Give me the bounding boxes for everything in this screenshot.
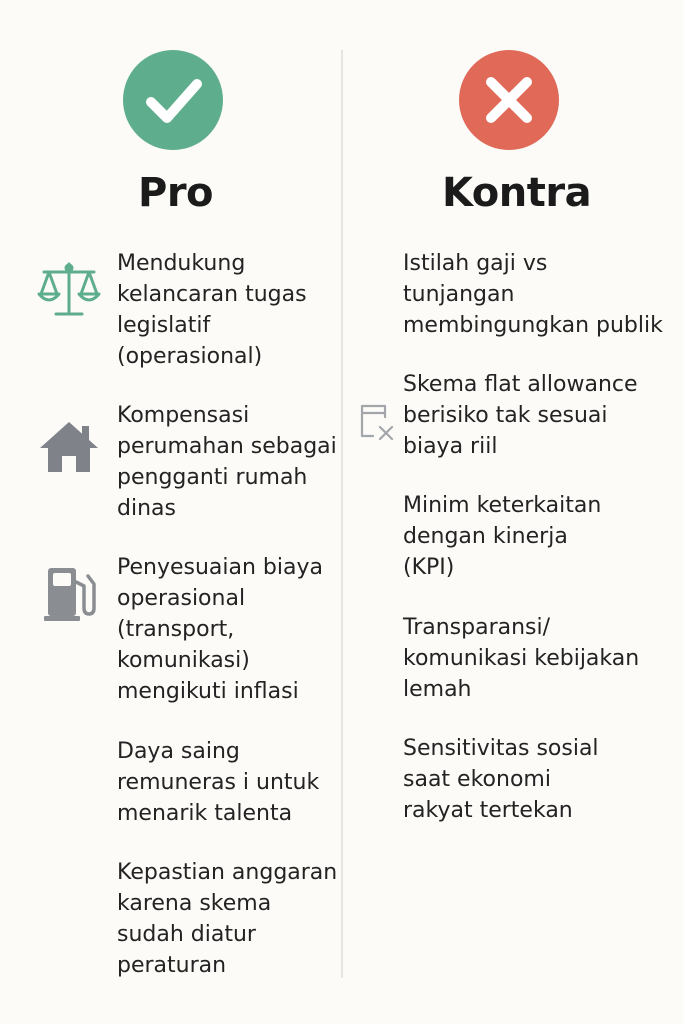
pro-item <box>0 857 341 987</box>
pro-item <box>0 736 341 836</box>
kontra-item <box>343 612 683 712</box>
pro-heading: Pro <box>138 170 214 216</box>
kontra-badge <box>459 50 559 150</box>
checkmark-icon <box>123 50 223 150</box>
pro-item <box>0 552 341 712</box>
kontra-item <box>343 733 683 833</box>
pro-item-text: Kompensasi perumahan sebagai pengganti rumah dinas <box>117 403 337 521</box>
pro-item-text: Penyesuaian biaya operasional (transport, komunikasi) mengikuti inflasi <box>117 555 323 704</box>
kontra-item <box>343 248 683 348</box>
house-icon <box>38 420 100 474</box>
kontra-item-text: Transparansi/ komunikasi kebijakan lemah <box>403 615 640 702</box>
kontra-item-text: Minim keterkaitan dengan kinerja (KPI) <box>403 493 602 580</box>
kontra-item-text: Sensitivitas sosial saat ekonomi rakyat tertekan <box>403 736 599 823</box>
pro-item <box>0 248 341 378</box>
x-mark-icon <box>459 50 559 150</box>
scales-icon <box>36 262 102 318</box>
pro-item-text: Kepastian anggaran karena skema sudah diatur peraturan <box>117 860 338 978</box>
kontra-item <box>343 369 683 469</box>
kontra-item-text: Istilah gaji vs tunjangan membingungkan publik <box>403 251 663 338</box>
kontra-heading: Kontra <box>442 170 592 216</box>
kontra-item <box>343 490 683 590</box>
kontra-item-text: Skema flat allowance berisiko tak sesuai biaya riil <box>403 372 638 459</box>
window-close-icon <box>359 403 397 443</box>
pro-item <box>0 400 341 530</box>
pro-item-text: Mendukung kelancaran tugas legislatif (operasional) <box>117 251 307 369</box>
pro-item-text: Daya saing remuneras i untuk menarik talenta <box>117 739 320 826</box>
fuel-pump-icon <box>44 564 96 622</box>
pro-badge <box>123 50 223 150</box>
